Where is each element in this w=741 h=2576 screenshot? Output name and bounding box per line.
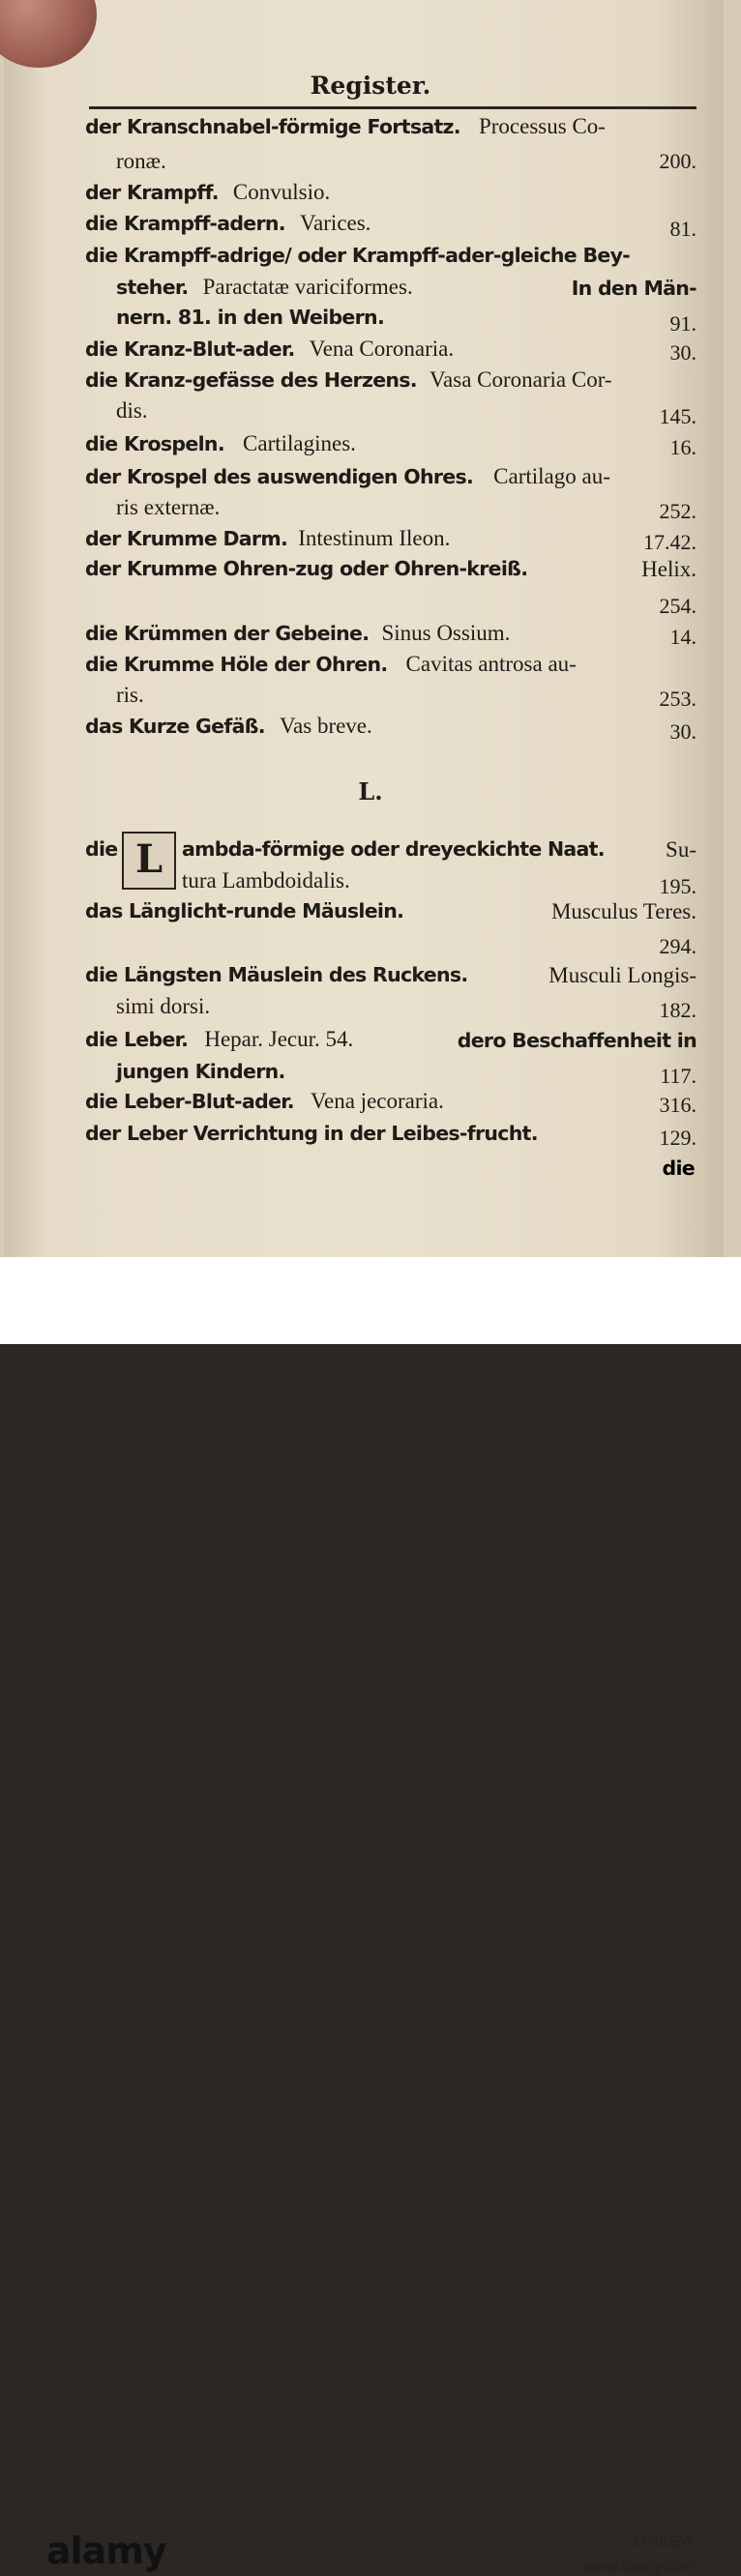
latin-term: Cavitas antrosa au-	[405, 652, 577, 676]
german-term: die Krampff-adern.	[85, 212, 285, 235]
page-number: 81.	[669, 217, 697, 241]
latin-term: Convulsio.	[232, 180, 331, 204]
latin-term: Su-	[666, 837, 697, 862]
register-entry-line	[85, 337, 697, 365]
register-entry-line	[116, 1060, 697, 1088]
latin-term: Vena jecoraria.	[310, 1089, 444, 1113]
latin-term: tura Lambdoidalis.	[182, 868, 350, 893]
register-entry-line	[85, 211, 697, 241]
german-term: der Krospel des auswendigen Ohres.	[85, 465, 474, 488]
page-number: 316.	[659, 1093, 697, 1117]
latin-term: Hepar. Jecur. 54.	[204, 1027, 354, 1051]
page-number: 91.	[669, 311, 697, 336]
section-heading: L.	[358, 777, 383, 805]
register-entry-line	[116, 306, 697, 336]
register-entry-line	[85, 557, 697, 580]
latin-term: Paractatæ variciformes.	[202, 275, 413, 299]
latin-term: Helix.	[641, 557, 697, 581]
register-entry-line	[116, 149, 697, 174]
latin-term: Intestinum Ileon.	[298, 526, 451, 550]
page-number: 182.	[659, 998, 697, 1022]
latin-term: ris externæ.	[116, 495, 221, 519]
page-number: 294.	[659, 934, 697, 958]
register-entry-line	[116, 495, 697, 523]
german-term: die Leber.	[85, 1028, 189, 1051]
register-entry-line	[116, 275, 697, 300]
register-entry-line	[85, 114, 697, 139]
latin-term: Cartilagines.	[243, 431, 356, 455]
latin-term: Processus Co-	[478, 114, 606, 138]
german-term: die Krospeln.	[85, 432, 224, 455]
page-number: 195.	[659, 874, 697, 898]
german-term: der Krumme Darm.	[85, 527, 288, 550]
register-entry-line	[85, 963, 697, 986]
latin-term: dis.	[116, 398, 148, 423]
latin-term: Sinus Ossium.	[381, 621, 511, 645]
register-entry-line	[85, 652, 697, 677]
german-term: nern. 81. in den Weibern.	[116, 306, 385, 329]
running-head: Register.	[310, 72, 431, 100]
register-entry-line	[85, 526, 697, 554]
latin-term: ronæ.	[116, 149, 166, 173]
page-number: 200.	[659, 149, 697, 173]
latin-term: Varices.	[300, 211, 371, 235]
page-number: 254.	[659, 594, 697, 618]
latin-term: Vasa Coronaria Cor-	[429, 367, 612, 392]
register-entry-line	[85, 1089, 697, 1117]
page-number: 253.	[659, 687, 697, 711]
register-entry-line	[85, 837, 697, 861]
german-term: steher.	[116, 276, 189, 299]
register-entry-line	[116, 994, 697, 1022]
page-number: 17.42.	[643, 530, 697, 554]
german-term: die	[85, 837, 118, 861]
page-number: 30.	[669, 340, 697, 365]
latin-term: simi dorsi.	[116, 994, 211, 1018]
head-rule	[89, 106, 697, 109]
german-term: der Leber Verrichtung in der Leibes-frucht.	[85, 1122, 538, 1145]
page-number: 129.	[659, 1126, 697, 1150]
register-entry-line	[85, 899, 697, 922]
alamy-logo: alamy	[46, 2530, 166, 2572]
german-term: der Kranschnabel-förmige Fortsatz.	[85, 115, 460, 138]
page-number: 14.	[669, 625, 697, 649]
german-term: die Leber-Blut-ader.	[85, 1090, 294, 1113]
german-term: ambda-förmige oder dreyeckichte Naat.	[182, 837, 605, 861]
latin-term: Musculus Teres.	[550, 899, 697, 923]
german-term: das Länglicht-runde Mäuslein.	[85, 899, 404, 922]
german-term: die Kranz-Blut-ader.	[85, 337, 295, 361]
latin-term: Musculi Longis-	[548, 963, 697, 987]
german-term: dero Beschaffenheit in	[457, 1029, 697, 1052]
page-number: 252.	[659, 499, 697, 523]
catchword: die	[662, 1156, 695, 1180]
german-term: die Krümmen der Gebeine.	[85, 622, 370, 645]
register-entry-line	[85, 367, 697, 393]
register-entry-line	[85, 431, 697, 459]
page-number: 16.	[669, 435, 697, 459]
latin-term: Vas breve.	[279, 714, 372, 738]
register-entry-line	[85, 1122, 697, 1150]
book-page-photo	[0, 0, 741, 1257]
register-entry-line	[182, 868, 697, 898]
german-term: das Kurze Gefäß.	[85, 715, 265, 738]
register-entry-line	[116, 683, 697, 711]
german-term: die Krumme Höle der Ohren.	[85, 653, 388, 676]
page-number: 30.	[669, 719, 697, 744]
page-number: 145.	[659, 404, 697, 428]
site-url: www.alamy.com	[583, 2559, 695, 2575]
page-number: 117.	[660, 1064, 697, 1088]
register-entry-line	[85, 244, 697, 267]
latin-term: ris.	[116, 683, 144, 707]
register-entry-line	[85, 714, 697, 744]
german-term: die Längsten Mäuslein des Ruckens.	[85, 963, 468, 986]
register-entry-line	[85, 621, 697, 649]
latin-term: Cartilago au-	[493, 464, 610, 488]
german-term: der Krumme Ohren-zug oder Ohren-kreiß.	[85, 557, 528, 580]
german-term: jungen Kindern.	[116, 1060, 285, 1083]
register-entry-line	[85, 464, 697, 489]
german-term: die Krampff-adrige/ oder Krampff-ader-gleiche Bey-	[85, 244, 631, 267]
register-entry-line	[116, 398, 697, 428]
register-entry-line	[85, 1027, 697, 1052]
german-term: die Kranz-gefässe des Herzens.	[85, 368, 417, 392]
watermark-strip	[0, 1257, 741, 2575]
image-id: JTHEEW	[631, 2533, 695, 2550]
german-term: der Krampff.	[85, 181, 219, 204]
register-entry-line	[85, 180, 697, 205]
german-term: In den Män-	[571, 277, 697, 300]
latin-term: Vena Coronaria.	[309, 337, 455, 361]
decorated-initial: L	[122, 832, 176, 890]
